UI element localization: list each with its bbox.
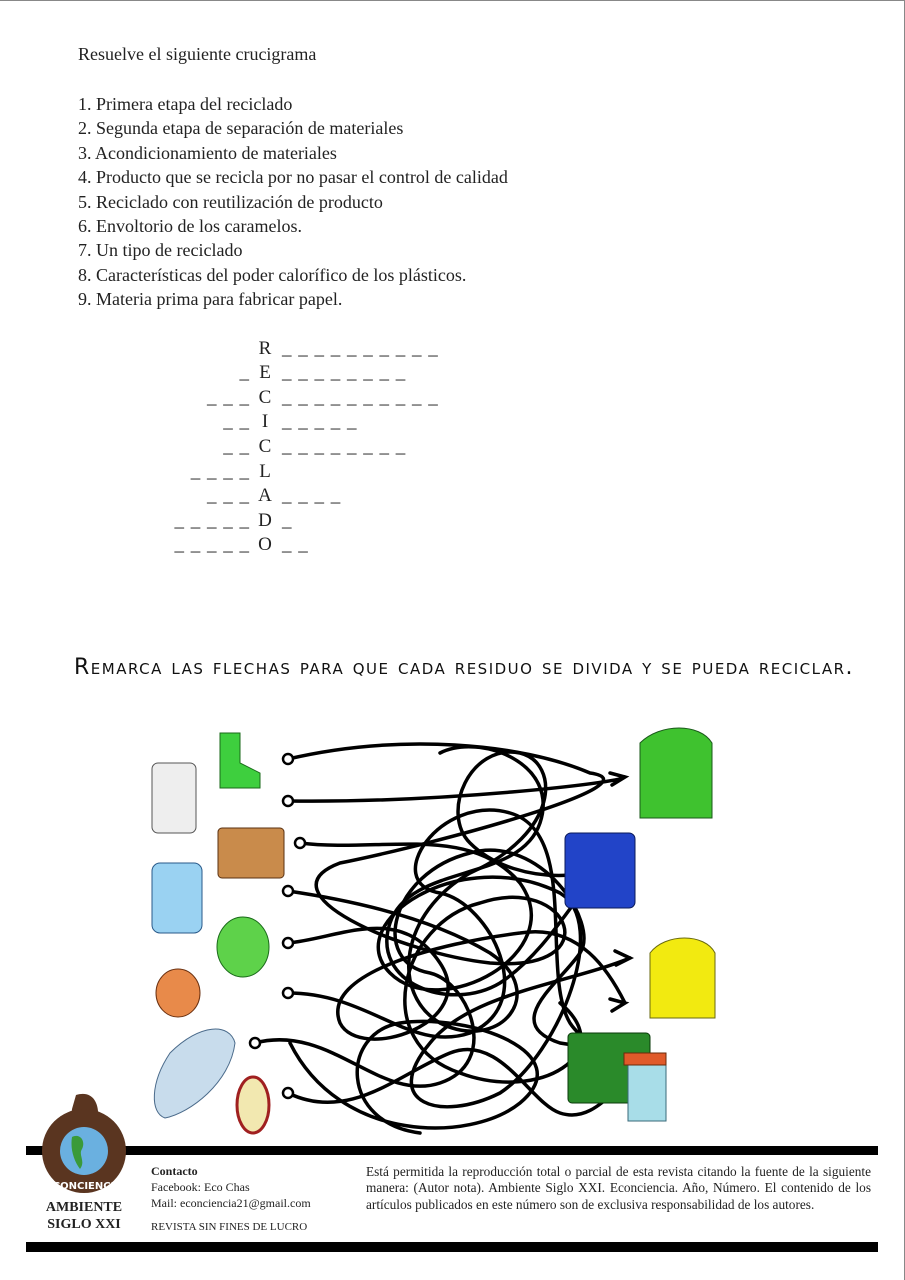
mail: Mail: econciencia21@gmail.com: [151, 1196, 311, 1210]
crossword-letter: R: [258, 337, 272, 359]
crossword-row: [0, 335, 600, 360]
crossword-left[interactable]: _ _ _ _ _: [174, 509, 250, 531]
crossword-left[interactable]: _ _ _: [207, 386, 250, 408]
clue: 4. Producto que se recicla por no pasar el control de calidad: [78, 167, 508, 188]
small-bin-icon: [628, 1061, 666, 1121]
jar-icon: [217, 917, 269, 977]
crossword-right[interactable]: _ _ _ _ _ _ _ _: [282, 362, 407, 384]
bins: [565, 728, 715, 1121]
crossword-letter: L: [259, 460, 271, 482]
nonprofit-note: REVISTA SIN FINES DE LUCRO: [151, 1221, 308, 1233]
recycling-maze: [140, 723, 740, 1143]
instruction: Resuelve el siguiente crucigrama: [78, 44, 317, 64]
crossword-right[interactable]: _ _: [282, 534, 309, 556]
newspaper-icon: [152, 763, 196, 833]
econciencia-logo: [36, 1089, 132, 1199]
crossword-left[interactable]: _ _: [223, 435, 250, 457]
clue: 5. Reciclado con reutilización de producto: [78, 191, 383, 212]
clue: 6. Envoltorio de los caramelos.: [78, 216, 302, 237]
crossword-letter: I: [261, 411, 269, 433]
clue: 8. Características del poder calorífico de los plásticos.: [78, 264, 467, 285]
crossword-row: [0, 360, 600, 385]
brand-name: [34, 1199, 134, 1233]
crossword-row: [0, 483, 600, 508]
crossword-letter: O: [258, 534, 272, 556]
crossword-letter: C: [258, 435, 272, 457]
apple-core-icon: [237, 1077, 269, 1133]
crossword-right[interactable]: _ _ _ _ _ _ _ _ _ _: [282, 386, 439, 408]
yellow-bin-icon: [650, 938, 715, 1018]
crossword-letter: D: [258, 509, 272, 531]
crossword-row: [0, 433, 600, 458]
clue: 7. Un tipo de reciclado: [78, 240, 243, 261]
crossword-row: [0, 532, 600, 557]
crossword-right[interactable]: _ _ _ _ _ _ _ _ _ _: [282, 337, 439, 359]
crossword-letter: E: [259, 362, 271, 384]
facebook: Facebook: Eco Chas: [151, 1180, 250, 1194]
brand-line: AMBIENTE: [45, 1200, 123, 1215]
clue-list: [78, 92, 508, 312]
milk-carton-icon: [152, 863, 202, 933]
crossword-letter: A: [258, 485, 272, 507]
crossword-row: [0, 409, 600, 434]
can-icon: [156, 969, 200, 1017]
clue: 2. Segunda etapa de separación de materiales: [78, 118, 404, 139]
green-bin-icon: [640, 728, 712, 818]
crossword-letter: C: [258, 386, 272, 408]
legal-note: Está permitida la reproducción total o parcial de esta revista citando la fuente de la siguiente manera: (Autor nota). Ambiente Siglo XXI. Econciencia. Año, Número. El contenido de los artículos publicados en este número son de exclusiva responsabilidad de los autores.: [366, 1164, 871, 1212]
svg-text:ECONCIENCIA: ECONCIENCIA: [45, 1181, 123, 1192]
crossword-right[interactable]: _ _ _ _: [282, 485, 342, 507]
contact-block: [151, 1163, 311, 1211]
crossword-row: [0, 507, 600, 532]
clue: 1. Primera etapa del reciclado: [78, 94, 293, 114]
waste-items: [152, 733, 284, 1133]
crossword: [0, 335, 600, 556]
crossword-right[interactable]: _ _ _ _ _: [282, 411, 358, 433]
maze-title: Remarca las flechas para que cada residuo se divida y se pueda reciclar.: [74, 655, 854, 680]
footer-top-rule: [26, 1146, 878, 1155]
crossword-row: [0, 458, 600, 483]
crossword-right[interactable]: _: [282, 509, 293, 531]
crossword-left[interactable]: _ _: [223, 411, 250, 433]
bottle-icon: [154, 1029, 235, 1118]
crossword-left[interactable]: _ _ _ _: [190, 460, 250, 482]
crossword-left[interactable]: _: [239, 362, 250, 384]
blue-bin-icon: [565, 833, 635, 908]
clue: 3. Acondicionamiento de materiales: [78, 142, 337, 163]
footer-bottom-rule: [26, 1242, 878, 1252]
sock-icon: [220, 733, 260, 788]
contact-title: Contacto: [151, 1164, 198, 1178]
brand-line: SIGLO XXI: [47, 1217, 121, 1232]
crossword-left[interactable]: _ _ _: [207, 485, 250, 507]
crossword-right[interactable]: _ _ _ _ _ _ _ _: [282, 435, 407, 457]
box-icon: [218, 828, 284, 878]
crossword-left[interactable]: _ _ _ _ _: [174, 534, 250, 556]
crossword-row: [0, 384, 600, 409]
clue: 9. Materia prima para fabricar papel.: [78, 289, 343, 310]
